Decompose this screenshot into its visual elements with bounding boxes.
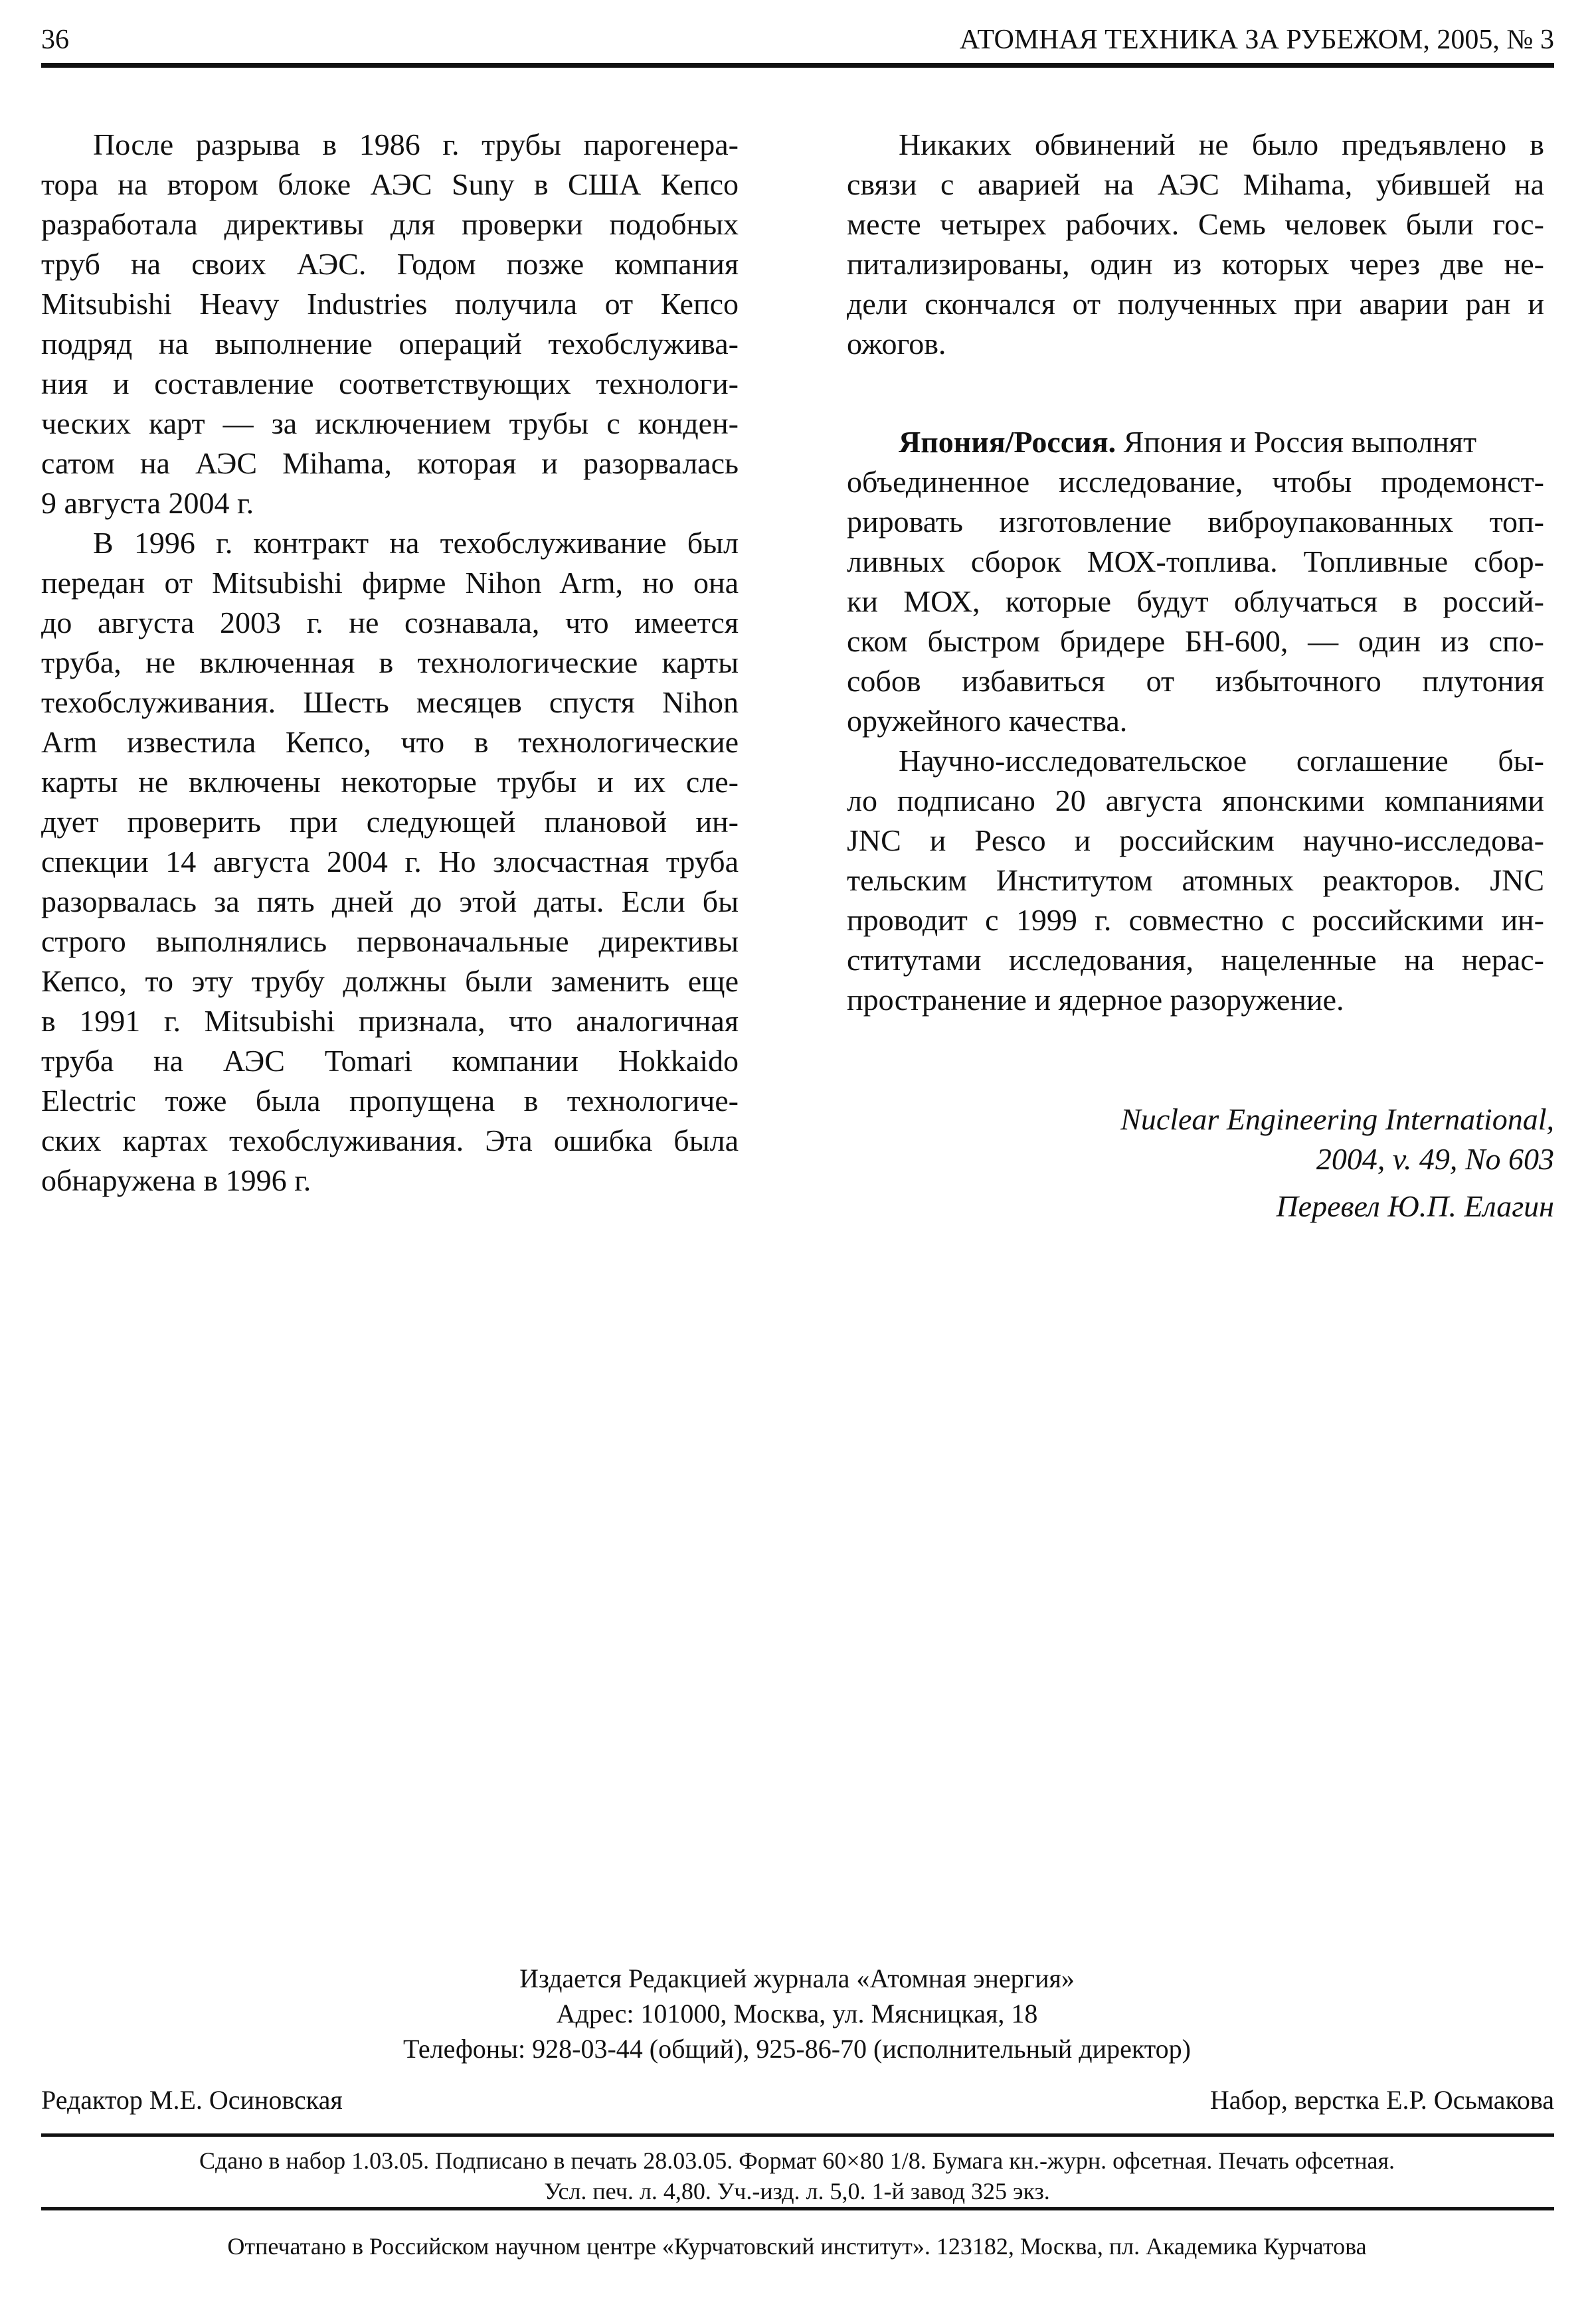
- paragraph: [41, 125, 739, 523]
- text-line: Electric тоже была пропущена в технологиче-: [41, 1084, 739, 1118]
- imprint-top-rule: [41, 2133, 1554, 2137]
- paragraph: [847, 125, 1544, 364]
- text-line: ских картах техобслуживания. Эта ошибка была: [41, 1123, 739, 1157]
- imprint-line-1: Сдано в набор 1.03.05. Подписано в печать 28.03.05. Формат 60×80 1/8. Бумага кн.-журн. офсетная. Печать офсетная.: [199, 2147, 1395, 2174]
- text-line: тора на втором блоке АЭС Suny в США Кепсо: [41, 167, 739, 201]
- imprint-bottom-rule: [41, 2207, 1554, 2210]
- address-line: Адрес: 101000, Москва, ул. Мясницкая, 18: [556, 1999, 1038, 2029]
- text-line: Научно-исследовательское соглашение бы-: [899, 744, 1544, 778]
- text-line: 9 августа 2004 г.: [41, 486, 254, 520]
- text-line: пространение и ядерное разоружение.: [847, 983, 1344, 1017]
- citation-translator: Перевел Ю.П. Елагин: [1276, 1189, 1554, 1223]
- text-line: труба, не включенная в технологические карты: [41, 645, 739, 679]
- header-rule: [41, 63, 1554, 68]
- text-line: рировать изготовление виброупакованных топ-: [847, 505, 1544, 539]
- text-line: разработала директивы для проверки подобных: [41, 207, 739, 241]
- text-line: объединенное исследование, чтобы продемонст-: [847, 465, 1544, 499]
- text-line: обнаружена в 1996 г.: [41, 1163, 311, 1197]
- text-line: до августа 2003 г. не сознавала, что имеется: [41, 606, 739, 639]
- citation-source: Nuclear Engineering International,: [1120, 1102, 1554, 1136]
- text-line: в 1991 г. Mitsubishi признала, что аналогичная: [41, 1004, 739, 1038]
- line-text: Япония и Россия выполнят: [1116, 425, 1477, 459]
- text-line: дели скончался от полученных при аварии ран и: [847, 287, 1544, 321]
- text-line: Никаких обвинений не было предъявлено в: [899, 127, 1544, 161]
- layout-credit: Набор, верстка Е.Р. Осьмакова: [1209, 2085, 1554, 2115]
- right-column: [847, 125, 1544, 1020]
- text-line: подряд на выполнение операций техобслужива-: [41, 327, 739, 361]
- text-line: В 1996 г. контракт на техобслуживание был: [93, 526, 739, 560]
- text-line: тельским Институтом атомных реакторов. JNC: [847, 863, 1544, 897]
- paragraph-lead: Япония/Россия.: [899, 425, 1116, 459]
- journal-title: АТОМНАЯ ТЕХНИКА ЗА РУБЕЖОМ, 2005, № 3: [959, 25, 1554, 55]
- paragraph-gap: [847, 364, 1544, 422]
- paragraph: [847, 741, 1544, 1020]
- text-line: ло подписано 20 августа японскими компаниями: [847, 784, 1544, 817]
- page-number: 36: [41, 25, 69, 55]
- text-line: техобслуживания. Шесть месяцев спустя Nihon: [41, 685, 739, 719]
- text-line: спекции 14 августа 2004 г. Но злосчастная труба: [41, 845, 739, 878]
- text-line: ливных сборок МОХ-топлива. Топливные сбор-: [847, 544, 1544, 578]
- text-line: дует проверить при следующей плановой ин-: [41, 805, 739, 839]
- text-line: оружейного качества.: [847, 704, 1128, 738]
- text-line: питализированы, один из которых через две не-: [847, 247, 1544, 281]
- text-line: труб на своих АЭС. Годом позже компания: [41, 247, 739, 281]
- phones-line: Телефоны: 928-03-44 (общий), 925-86-70 (исполнительный директор): [402, 2034, 1191, 2064]
- text-line: ском быстром бридере БН-600, — один из спо-: [847, 624, 1544, 658]
- text-line: ческих карт — за исключением трубы с конден-: [41, 406, 739, 440]
- text-line: Arm известила Кепсо, что в технологические: [41, 725, 739, 759]
- text-line: ния и составление соответствующих технологи-: [41, 367, 739, 400]
- text-line: строго выполнялись первоначальные директивы: [41, 924, 739, 958]
- text-line: проводит с 1999 г. совместно с российскими ин-: [847, 903, 1544, 937]
- printed-by-line: Отпечатано в Российском научном центре «Курчатовский институт». 123182, Москва, пл. Академика Курчатова: [227, 2233, 1367, 2260]
- editor-credit: Редактор М.Е. Осиновская: [41, 2085, 343, 2115]
- left-column: [41, 125, 739, 1201]
- text-line: ожогов.: [847, 327, 946, 361]
- text-line: После разрыва в 1986 г. трубы парогенера-: [93, 127, 739, 161]
- text-line: JNC и Pesco и российским научно-исследова-: [847, 823, 1544, 857]
- text-line: карты не включены некоторые трубы и их сле-: [41, 765, 739, 799]
- text-line: ки МОХ, которые будут облучаться в россий-: [847, 584, 1544, 618]
- text-line: связи с аварией на АЭС Mihama, убившей на: [847, 167, 1544, 201]
- text-line: Кепсо, то эту трубу должны были заменить еще: [41, 964, 739, 998]
- text-line: Mitsubishi Heavy Industries получила от Кепсо: [41, 287, 739, 321]
- paragraph: [41, 523, 739, 1201]
- imprint-line-2: Усл. печ. л. 4,80. Уч.-изд. л. 5,0. 1-й завод 325 экз.: [544, 2178, 1050, 2204]
- paragraph: [847, 422, 1544, 741]
- text-line: сатом на АЭС Mihama, которая и разорвалась: [41, 446, 739, 480]
- text-line: разорвалась за пять дней до этой даты. Если бы: [41, 884, 739, 918]
- text-line: месте четырех рабочих. Семь человек были гос-: [847, 207, 1544, 241]
- citation-issue: 2004, v. 49, No 603: [1316, 1142, 1554, 1176]
- text-line: [847, 422, 1544, 462]
- text-line: ститутами исследования, нацеленные на нерас-: [847, 943, 1544, 977]
- text-line: труба на АЭС Tomari компании Hokkaido: [41, 1044, 739, 1078]
- publisher-line: Издается Редакцией журнала «Атомная энергия»: [519, 1963, 1075, 1993]
- text-line: передан от Mitsubishi фирме Nihon Arm, но она: [41, 566, 739, 600]
- text-line: собов избавиться от избыточного плутония: [847, 664, 1544, 698]
